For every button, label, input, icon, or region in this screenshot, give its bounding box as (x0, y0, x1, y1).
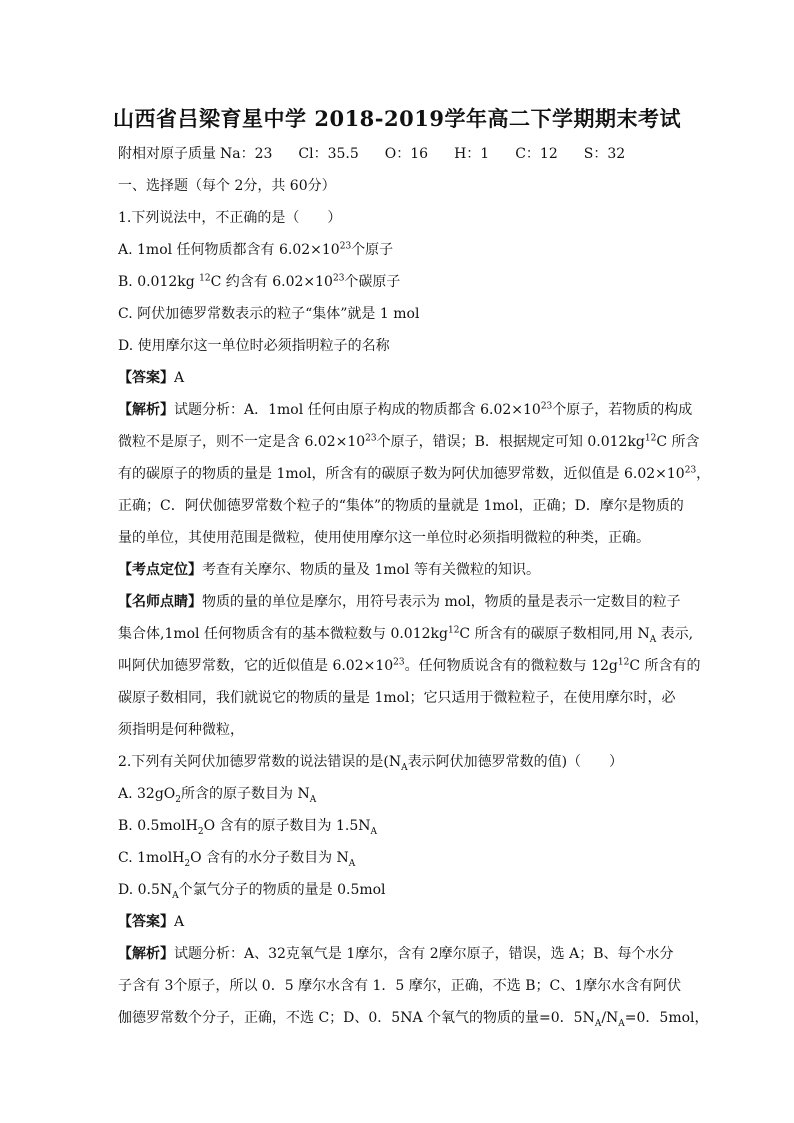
atomic-masses-prefix: 附相对原子质量 (118, 146, 216, 162)
mass-o: O：16 (384, 146, 429, 162)
q1-option-a: A. 1mol 任何物质都含有 $6.02\times 10^{23}$个原子 (118, 241, 394, 258)
q1-topic: 【考点定位】考查有关摩尔、物质的量及 1mol 等有关微粒的知识。 (118, 562, 540, 578)
q1-stem: 1.下列说法中，不正确的是（ ） (118, 210, 342, 226)
mass-na: Na：23 (220, 146, 273, 162)
mass-cl: Cl：35.5 (298, 146, 359, 162)
section-heading: 一、选择题（每个 2分，共 60分） (118, 178, 336, 194)
q2-option-a: A. $32gO_2$所含的原子数目为 $N_A$ (118, 786, 317, 805)
q2-analysis-line-3: 伽德罗常数个分子，正确，不选 C；D、0．5NA 个氧气的物质的量=0．$5N_A/N_A=0$．5mol， (118, 1010, 709, 1029)
q1-analysis-line-4: 正确；C．阿伏伽德罗常数个粒子的“集体”的物质的量就是 1mol，正确；D．摩尔是物质的 (118, 498, 684, 514)
q1-analysis-line-2: 微粒不是原子，则不一定是含 $6.02\times 10^{23}$个原子，错误；B．根据规定可知 $0.012kg^{12}C$ 所含 (118, 433, 700, 450)
q1-option-b: B. 0.012kg $^{12}$C 约含有 $6.02\times 10^{23}$个碳原子 (118, 273, 401, 290)
q1-analysis-line-3: 有的碳原子的物质的量是 1mol，所含有的碳原子数为阿伏加德罗常数，近似值是 $6.02\times 10^{23}$， (118, 465, 711, 482)
q2-option-c: C. 1molH$_2$O 含有的水分子数目为 $N_A$ (118, 850, 356, 869)
q1-option-d: D. 使用摩尔这一单位时必须指明粒子的名称 (118, 338, 390, 354)
atomic-masses-line (118, 144, 651, 164)
q1-tip-line-2: 集合体,1mol 任何物质含有的基本微粒数与 $0.012kg^{12}C$ 所含有的碳原子数相同,用 $N_A$ 表示, (118, 625, 694, 645)
mass-c: C：12 (515, 146, 558, 162)
q2-option-d: D. $0.5N_A$个氯气分子的物质的量是 0.5mol (118, 882, 386, 901)
q2-analysis-line-2: 子含有 3个原子，所以 0．5 摩尔水含有 1．5 摩尔，正确，不选 B；C、1摩尔水含有阿伏 (118, 978, 682, 994)
q1-tip-line-5: 须指明是何种微粒， (118, 722, 244, 738)
q1-option-c: C. 阿伏加德罗常数表示的粒子“集体”就是 1 mol (118, 306, 420, 322)
q1-analysis-line-5: 量的单位，其使用范围是微粒，使用使用摩尔这一单位时必须指明微粒的种类，正确。 (118, 530, 650, 546)
q1-answer: 【答案】A (118, 370, 185, 386)
page-title: 山西省吕梁育星中学 2018-2019学年高二下学期期末考试 (113, 106, 681, 131)
mass-h: H：1 (454, 146, 490, 162)
q2-analysis-line-1: 【解析】试题分析：A、32克氧气是 1摩尔，含有 2摩尔原子，错误，选 A；B、每个水分 (118, 946, 674, 962)
q2-answer: 【答案】A (118, 914, 185, 930)
q1-tip-line-1: 【名师点睛】物质的量的单位是摩尔，用符号表示为 mol，物质的量是表示一定数目的粒子 (118, 594, 681, 610)
q1-tip-line-4: 碳原子数相同，我们就说它的物质的量是 1mol；它只适用于微粒粒子，在使用摩尔时，必 (118, 690, 676, 706)
mass-s: S：32 (583, 146, 626, 162)
q1-tip-line-3: 叫阿伏加德罗常数，它的近似值是 $6.02\times 10^{23}$。任何物质说含有的微粒数与 $12g^{12}C$ 所含有的 (118, 657, 701, 674)
q1-analysis-line-1: 【解析】试题分析：A．1mol 任何由原子构成的物质都含 $6.02\times 10^{23}$个原子，若物质的构成 (118, 401, 693, 418)
q2-option-b: B. 0.5molH$_2$O 含有的原子数目为 $1.5N_A$ (118, 818, 377, 837)
q2-stem: 2.下列有关阿伏加德罗常数的说法错误的是($N_A$表示阿伏加德罗常数的值)（ ） (118, 754, 624, 773)
